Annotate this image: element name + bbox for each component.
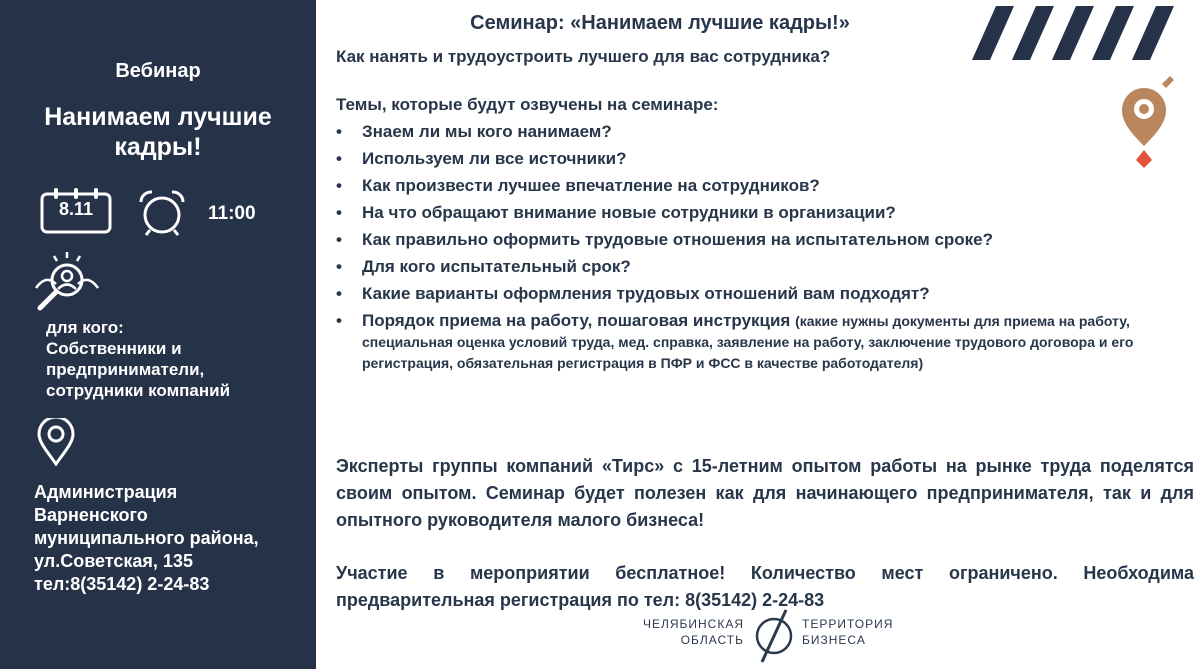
audience-line: предприниматели, (46, 360, 205, 379)
list-item: • Какие варианты оформления трудовых отношений вам подходят? (336, 284, 930, 303)
bullet: • (336, 257, 342, 276)
topics-heading: Темы, которые будут озвучены на семинаре: (336, 95, 719, 114)
address-block (34, 481, 310, 596)
webinar-title-line1: Нанимаем лучшие (44, 103, 272, 131)
webinar-title (0, 102, 316, 162)
participation-paragraph: Участие в мероприятии бесплатное! Количество мест ограничено. Необходима предварительная регистрация по тел: 8(35142) 2-24-83 (336, 563, 1194, 610)
region-logo-mark (752, 608, 796, 664)
address-line: муниципального района, (34, 528, 259, 548)
experts-paragraph: Эксперты группы компаний «Тирс» с 15-летним опытом работы на рынке труда поделятся своим опытом. Семинар будет полезен как для начинающего предпринимателя, так и для опытного руководителя малого бизнеса! (336, 456, 1194, 530)
search-person-icon (32, 252, 102, 312)
bullet: • (336, 149, 342, 168)
list-item: • Как правильно оформить трудовые отношения на испытательном сроке? (336, 230, 994, 249)
list-item: • Для кого испытательный срок? (336, 257, 631, 276)
seminar-question: Как нанять и трудоустроить лучшего для вас сотрудника? (336, 47, 831, 66)
location-pin-icon (36, 418, 76, 466)
seminar-title: Семинар: «Нанимаем лучшие кадры!» (470, 12, 850, 34)
bullet: • (336, 122, 342, 141)
list-item: • На что обращают внимание новые сотрудники в организации? (336, 203, 896, 222)
webinar-label: Вебинар (115, 60, 201, 82)
bullet: • (336, 311, 342, 330)
pin-logo (1118, 76, 1176, 168)
bullet: • (336, 230, 342, 249)
topics-list (336, 122, 1198, 381)
bullet: • (336, 203, 342, 222)
region-logo-right-text: ТЕРРИТОРИЯ БИЗНЕСА (802, 617, 894, 647)
topic-note: (какие нужны документы для приема на работу, специальная оценка условий труда, мед. справка, заявление на работу, заключение трудового договора и его регистрация, обязательная регистрация в ПФР и ФСС в качестве работодателя) (362, 313, 1134, 371)
bullet: • (336, 284, 342, 303)
address-line: Администрация (34, 482, 178, 502)
list-item: • Порядок приема на работу, пошаговая инструкция (какие нужны документы для приема на работу, специальная оценка условий труда, мед. справка, заявление на работу, заключение трудового договора и его регистрация, обязательная регистрация в ПФР и ФСС в качестве работодателя) (336, 311, 1134, 371)
list-item: • Как произвести лучшее впечатление на сотрудников? (336, 176, 820, 195)
list-item: • Используем ли все источники? (336, 149, 627, 168)
event-time: 11:00 (208, 203, 256, 224)
address-line: ул.Советская, 135 (34, 551, 193, 571)
left-panel (0, 0, 316, 669)
audience-line: Собственники и (46, 339, 182, 358)
region-logo (640, 608, 910, 664)
audience-line: сотрудники компаний (46, 381, 231, 400)
bullet: • (336, 176, 342, 195)
alarm-clock-icon (136, 188, 188, 236)
address-line: Варненского (34, 505, 148, 525)
audience-block (46, 317, 308, 401)
webinar-title-line2: кадры! (114, 133, 202, 161)
region-logo-left-text: ЧЕЛЯБИНСКАЯ ОБЛАСТЬ (642, 617, 744, 647)
list-item: • Знаем ли мы кого нанимаем? (336, 122, 612, 141)
event-date: 8.11 (58, 199, 94, 219)
stripes-decoration (952, 6, 1192, 60)
audience-label: для кого: (46, 318, 124, 337)
phone-line: тел:8(35142) 2-24-83 (34, 574, 210, 594)
